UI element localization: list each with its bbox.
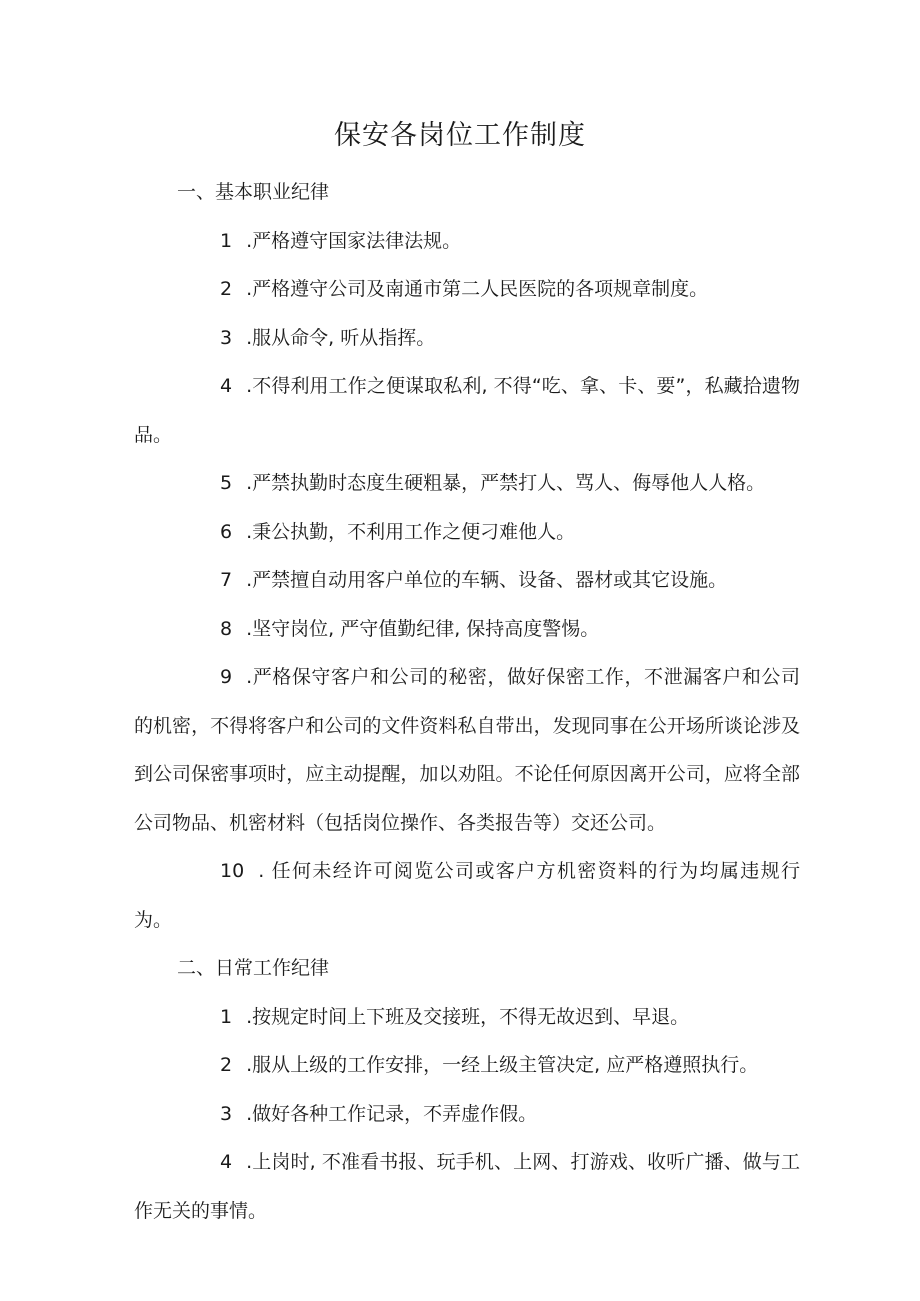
list-item bbox=[134, 265, 800, 314]
item-text: .严格保守客户和公司的秘密，做好保密工作，不泄漏客户和公司的机密，不得将客户和公司的文件资料私自带出，发现同事在公开场所谈论涉及到公司保密事项时，应主动提醒，加以劝阻。不论任何原因离开公司，应将全部公司物品、机密材料（包括岗位操作、各类报告等）交还公司。 bbox=[134, 666, 800, 834]
item-text: .不得利用工作之便谋取私利, 不得“吃、拿、卡、要”，私藏拾遗物品。 bbox=[134, 375, 800, 446]
item-text: .严禁执勤时态度生硬粗暴，严禁打人、骂人、侮辱他人人格。 bbox=[246, 472, 766, 494]
section-heading-basic-discipline: 一、基本职业纪律 bbox=[177, 181, 330, 203]
item-number: 3 bbox=[220, 1102, 233, 1125]
item-text: .服从命令, 听从指挥。 bbox=[246, 326, 436, 349]
item-number: 1 bbox=[220, 229, 233, 252]
item-number: 1 bbox=[220, 1005, 233, 1028]
list-item bbox=[134, 1090, 800, 1139]
item-number: 5 bbox=[220, 472, 233, 494]
item-text: .按规定时间上下班及交接班，不得无故迟到、早退。 bbox=[246, 1005, 690, 1028]
item-text: .严格遵守公司及南通市第二人民医院的各项规章制度。 bbox=[246, 278, 709, 300]
item-number: 9 bbox=[220, 666, 233, 688]
list-item bbox=[134, 993, 800, 1042]
item-number: 2 bbox=[220, 1054, 233, 1076]
item-number: 4 bbox=[220, 375, 233, 397]
list-item bbox=[134, 556, 800, 605]
item-text: .服从上级的工作安排，一经上级主管决定, 应严格遵照执行。 bbox=[246, 1054, 759, 1076]
item-text: .做好各种工作记录，不弄虚作假。 bbox=[246, 1102, 538, 1125]
list-item bbox=[134, 508, 800, 557]
item-number: 2 bbox=[220, 278, 233, 300]
list-item bbox=[134, 459, 800, 508]
list-item bbox=[134, 217, 800, 266]
item-text: .秉公执勤，不利用工作之便刁难他人。 bbox=[246, 520, 576, 543]
item-text: .坚守岗位, 严守值勤纪律, 保持高度警惕。 bbox=[246, 617, 600, 640]
list-item bbox=[134, 653, 800, 847]
list-item bbox=[134, 605, 800, 654]
item-number: 3 bbox=[220, 326, 233, 349]
item-number: 10 bbox=[220, 860, 245, 882]
item-text: .上岗时, 不准看书报、玩手机、上网、打游戏、收听广播、做与工作无关的事情。 bbox=[134, 1151, 800, 1222]
item-number: 7 bbox=[220, 569, 233, 591]
list-item bbox=[134, 1138, 800, 1235]
document-title: 保安各岗位工作制度 bbox=[334, 120, 586, 151]
list-item bbox=[134, 847, 800, 944]
document-body bbox=[134, 168, 800, 1235]
list-item bbox=[134, 1041, 800, 1090]
item-text: . 任何未经许可阅览公司或客户方机密资料的行为均属违规行为。 bbox=[134, 860, 800, 931]
item-text: .严禁擅自动用客户单位的车辆、设备、器材或其它设施。 bbox=[246, 569, 728, 591]
item-number: 4 bbox=[220, 1151, 233, 1173]
item-number: 8 bbox=[220, 617, 233, 640]
list-item bbox=[134, 314, 800, 363]
item-number: 6 bbox=[220, 520, 233, 543]
list-item bbox=[134, 362, 800, 459]
item-text: .严格遵守国家法律法规。 bbox=[246, 229, 462, 252]
section-heading-daily-discipline: 二、日常工作纪律 bbox=[177, 957, 330, 979]
